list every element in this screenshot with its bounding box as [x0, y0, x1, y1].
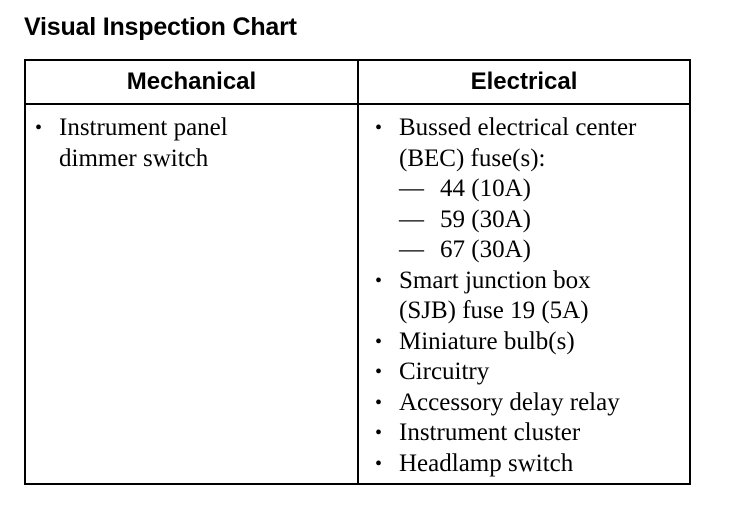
bullet-icon: •	[375, 361, 383, 383]
item-text: Instrument cluster	[399, 419, 581, 446]
electrical-column-header: Electrical	[470, 68, 578, 95]
electrical-column	[374, 113, 686, 479]
inspection-table	[24, 59, 691, 485]
header-rule	[26, 103, 689, 105]
item-text: Instrument panel	[59, 114, 228, 141]
fuse-sub-item	[399, 174, 686, 205]
list-item-accessory-delay-relay	[374, 388, 686, 419]
fuse-sub-item	[399, 235, 686, 266]
electrical-list	[374, 113, 686, 479]
item-text: Headlamp switch	[399, 449, 574, 477]
list-item-circuitry	[374, 357, 686, 388]
bullet-icon: •	[375, 269, 383, 292]
fuse-sub-item	[399, 205, 686, 236]
mechanical-list	[34, 113, 352, 174]
mechanical-column-header: Mechanical	[126, 68, 257, 95]
item-text: (BEC) fuse(s):	[399, 144, 546, 172]
mechanical-column	[34, 113, 352, 174]
column-divider	[357, 61, 359, 483]
fuse-label: 59 (30A)	[440, 205, 531, 233]
list-item-bec-fuses	[374, 113, 686, 266]
bullet-icon: •	[375, 330, 383, 353]
list-item-dimmer-switch	[34, 113, 352, 174]
bullet-icon: •	[375, 452, 383, 475]
item-text: Circuitry	[399, 358, 490, 385]
list-item-sjb-fuse	[374, 266, 686, 327]
fuse-label: 67 (30A)	[440, 236, 531, 263]
item-text: (SJB) fuse 19 (5A)	[399, 297, 589, 324]
dash-icon: —	[399, 205, 424, 233]
dash-icon: —	[399, 236, 424, 263]
item-text: Accessory delay relay	[399, 388, 620, 416]
item-text: dimmer switch	[59, 144, 209, 172]
item-text: Bussed electrical center	[399, 114, 637, 141]
dash-icon: —	[399, 175, 424, 202]
list-item-miniature-bulbs	[374, 327, 686, 358]
chart-title: Visual Inspection Chart	[24, 13, 297, 41]
bullet-icon: •	[375, 422, 383, 444]
item-text: Smart junction box	[399, 266, 591, 294]
bullet-icon: •	[375, 117, 383, 139]
list-item-headlamp-switch	[374, 449, 686, 480]
bullet-icon: •	[35, 117, 43, 139]
list-item-instrument-cluster	[374, 418, 686, 449]
item-text: Miniature bulb(s)	[399, 327, 575, 355]
fuse-label: 44 (10A)	[440, 175, 531, 202]
bullet-icon: •	[375, 391, 383, 414]
